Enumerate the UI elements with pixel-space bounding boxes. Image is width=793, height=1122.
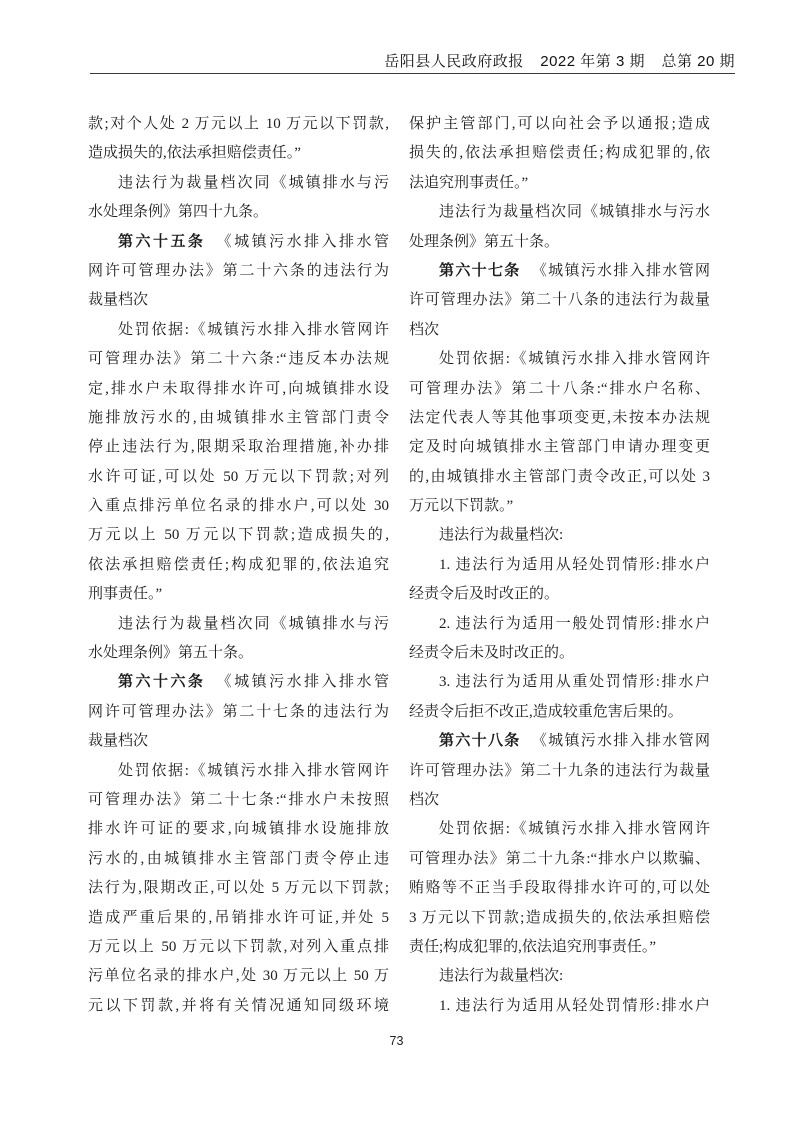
text-segment: 可管理办法》第二十七条:“排水户未按照 (88, 791, 389, 808)
text-segment: 可管理办法》第二十六条:“违反本办法规 (88, 351, 389, 368)
text-line (409, 580, 710, 609)
article-heading: 第六十七条 (439, 262, 521, 279)
text-line (409, 316, 710, 345)
text-segment: 档次 (409, 321, 440, 338)
text-segment: 可管理办法》第二十九条:“排水户以欺骗、 (409, 850, 710, 867)
text-line (409, 639, 710, 668)
text-segment: 刑事责任。” (88, 586, 163, 603)
text-line (409, 375, 710, 404)
text-line (409, 521, 710, 550)
text-segment: 违法行为裁量档次同《城镇排水与污水 (439, 204, 710, 221)
text-segment: 入重点排污单位名录的排水户,可以处 30 (88, 498, 389, 515)
text-line (88, 933, 389, 962)
text-segment: 1. 违法行为适用从轻处罚情形:排水户 (439, 556, 710, 573)
text-segment: 违法行为裁量档次同《城镇排水与污 (118, 615, 389, 632)
text-line (409, 874, 710, 903)
text-segment: 《城镇污水排入排水管网 (531, 262, 710, 279)
text-line (88, 815, 389, 844)
text-line (88, 992, 389, 1021)
text-line (88, 316, 389, 345)
article-heading: 第六十六条 (118, 674, 206, 691)
text-line (409, 727, 710, 756)
text-line (88, 463, 389, 492)
page-header (90, 50, 735, 71)
text-segment: 2. 违法行为适用一般处罚情形:排水户 (439, 615, 710, 632)
text-line (409, 286, 710, 315)
text-segment: 可管理办法》第二十八条:“排水户名称、 (409, 380, 710, 397)
text-line (409, 845, 710, 874)
text-line (409, 492, 710, 521)
text-line (88, 668, 389, 697)
text-segment: 责任;构成犯罪的,依法追究刑事责任。” (409, 938, 657, 955)
text-line (409, 668, 710, 697)
header-rule (90, 73, 735, 74)
text-line (409, 433, 710, 462)
text-column-right (409, 110, 710, 1021)
text-line (88, 228, 389, 257)
text-line (88, 521, 389, 550)
text-line (88, 698, 389, 727)
text-segment: 法追究刑事责任。” (409, 174, 529, 191)
text-line (88, 198, 389, 227)
text-segment: 定及时向城镇排水主管部门申请办理变更 (409, 439, 710, 456)
text-segment: 污单位名录的排水户,处 30 万元以上 50 万 (88, 968, 389, 985)
text-segment: 经责令后未及时改正的。 (409, 645, 575, 662)
text-line (409, 962, 710, 991)
text-line (409, 404, 710, 433)
text-line (409, 610, 710, 639)
text-line (88, 962, 389, 991)
text-line (409, 757, 710, 786)
text-line (409, 463, 710, 492)
text-line (88, 727, 389, 756)
text-segment: 处罚依据:《城镇污水排入排水管网许 (439, 351, 710, 368)
text-line (409, 139, 710, 168)
text-line (88, 610, 389, 639)
text-segment: 处罚依据:《城镇污水排入排水管网许 (439, 821, 710, 838)
text-segment: 法定代表人等其他事项变更,未按本办法规 (409, 409, 710, 426)
text-segment: 违法行为裁量档次: (439, 968, 564, 985)
text-segment: 保护主管部门,可以向社会予以通报;造成 (409, 116, 710, 132)
text-segment: 水处理条例》第四十九条。 (88, 204, 269, 221)
text-line (88, 169, 389, 198)
text-line (409, 110, 710, 139)
text-line (409, 933, 710, 962)
text-line (409, 904, 710, 933)
text-segment: 水处理条例》第五十条。 (88, 645, 254, 662)
text-line (409, 551, 710, 580)
text-line (409, 257, 710, 286)
text-line (88, 492, 389, 521)
text-line (88, 139, 389, 168)
text-line (88, 404, 389, 433)
text-segment: 贿赂等不正当手段取得排水许可的,可以处 (409, 880, 710, 897)
text-segment: 损失的,依法承担赔偿责任;构成犯罪的,依 (409, 145, 710, 162)
text-segment: 停止违法行为,限期采取治理措施,补办排 (88, 439, 389, 456)
text-segment: 经责令后拒不改正,造成较重危害后果的。 (409, 703, 683, 720)
text-segment: 的,由城镇排水主管部门责令改正,可以处 3 (409, 468, 710, 485)
text-line (409, 345, 710, 374)
text-segment: 处罚依据:《城镇污水排入排水管网许 (118, 321, 389, 338)
text-line (409, 992, 710, 1021)
text-line (88, 639, 389, 668)
text-segment: 处罚依据:《城镇污水排入排水管网许 (118, 762, 389, 779)
text-segment: 许可管理办法》第二十八条的违法行为裁量 (409, 292, 710, 309)
text-segment: 许可管理办法》第二十九条的违法行为裁量 (409, 762, 710, 779)
text-segment: 万元以上 50 万元以下罚款;造成损失的, (88, 527, 389, 544)
article-heading: 第六十五条 (118, 233, 206, 250)
text-segment: 网许可管理办法》第二十六条的违法行为 (88, 262, 389, 279)
text-line (409, 169, 710, 198)
text-segment: 《城镇污水排入排水管 (216, 233, 389, 250)
text-segment: 依法承担赔偿责任;构成犯罪的,依法追究 (88, 556, 389, 573)
text-line (88, 433, 389, 462)
text-segment: 违法行为裁量档次: (439, 527, 564, 544)
text-line (88, 286, 389, 315)
text-segment: 款;对个人处 2 万元以上 10 万元以下罚款, (88, 116, 389, 132)
text-line (409, 198, 710, 227)
text-segment: 《城镇污水排入排水管网 (531, 733, 710, 750)
text-segment: 1. 违法行为适用从轻处罚情形:排水户 (439, 997, 710, 1014)
text-line (88, 551, 389, 580)
text-line (88, 845, 389, 874)
text-segment: 造成严重后果的,吊销排水许可证,并处 5 (88, 909, 389, 926)
text-line (88, 110, 389, 139)
text-segment: 档次 (409, 791, 440, 808)
text-segment: 排水许可证的要求,向城镇排水设施排放 (88, 821, 389, 838)
text-segment: 元以下罚款,并将有关情况通知同级环境 (88, 997, 389, 1014)
text-line (409, 698, 710, 727)
text-segment: 处理条例》第五十条。 (409, 233, 560, 250)
text-line (88, 786, 389, 815)
text-segment: 《城镇污水排入排水管 (216, 674, 389, 691)
text-line (88, 375, 389, 404)
text-segment: 法行为,限期改正,可以处 5 万元以下罚款; (88, 880, 389, 897)
text-line (88, 904, 389, 933)
page-number: 73 (389, 1034, 404, 1048)
text-segment: 万元以下罚款。” (409, 498, 514, 515)
text-segment: 万元以上 50 万元以下罚款,对列入重点排 (88, 938, 389, 955)
volume-number: 总第 20 期 (661, 53, 735, 70)
text-line (409, 815, 710, 844)
text-segment: 经责令后及时改正的。 (409, 586, 560, 603)
text-segment: 施排放污水的,由城镇排水主管部门责令 (88, 409, 389, 426)
text-line (409, 228, 710, 257)
article-heading: 第六十八条 (439, 733, 521, 750)
text-segment: 污水的,由城镇排水主管部门责令停止违 (88, 850, 389, 867)
text-segment: 3 万元以下罚款;造成损失的,依法承担赔偿 (409, 909, 710, 926)
document-body (88, 110, 710, 1021)
text-line (88, 874, 389, 903)
text-segment: 3. 违法行为适用从重处罚情形:排水户 (439, 674, 710, 691)
text-segment: 水许可证,可以处 50 万元以下罚款;对列 (88, 468, 389, 485)
text-segment: 裁量档次 (88, 292, 149, 309)
text-line (88, 345, 389, 374)
text-column-left (88, 110, 389, 1021)
text-segment: 网许可管理办法》第二十七条的违法行为 (88, 703, 389, 720)
text-segment: 违法行为裁量档次同《城镇排水与污 (118, 174, 389, 191)
text-segment: 定,排水户未取得排水许可,向城镇排水设 (88, 380, 389, 397)
issue-number: 2022 年第 3 期 (540, 53, 645, 70)
publication-title: 岳阳县人民政府政报 (384, 53, 524, 70)
text-segment: 造成损失的,依法承担赔偿责任。” (88, 145, 301, 162)
text-segment: 裁量档次 (88, 733, 149, 750)
text-line (409, 786, 710, 815)
text-line (88, 757, 389, 786)
text-line (88, 257, 389, 286)
text-line (88, 580, 389, 609)
